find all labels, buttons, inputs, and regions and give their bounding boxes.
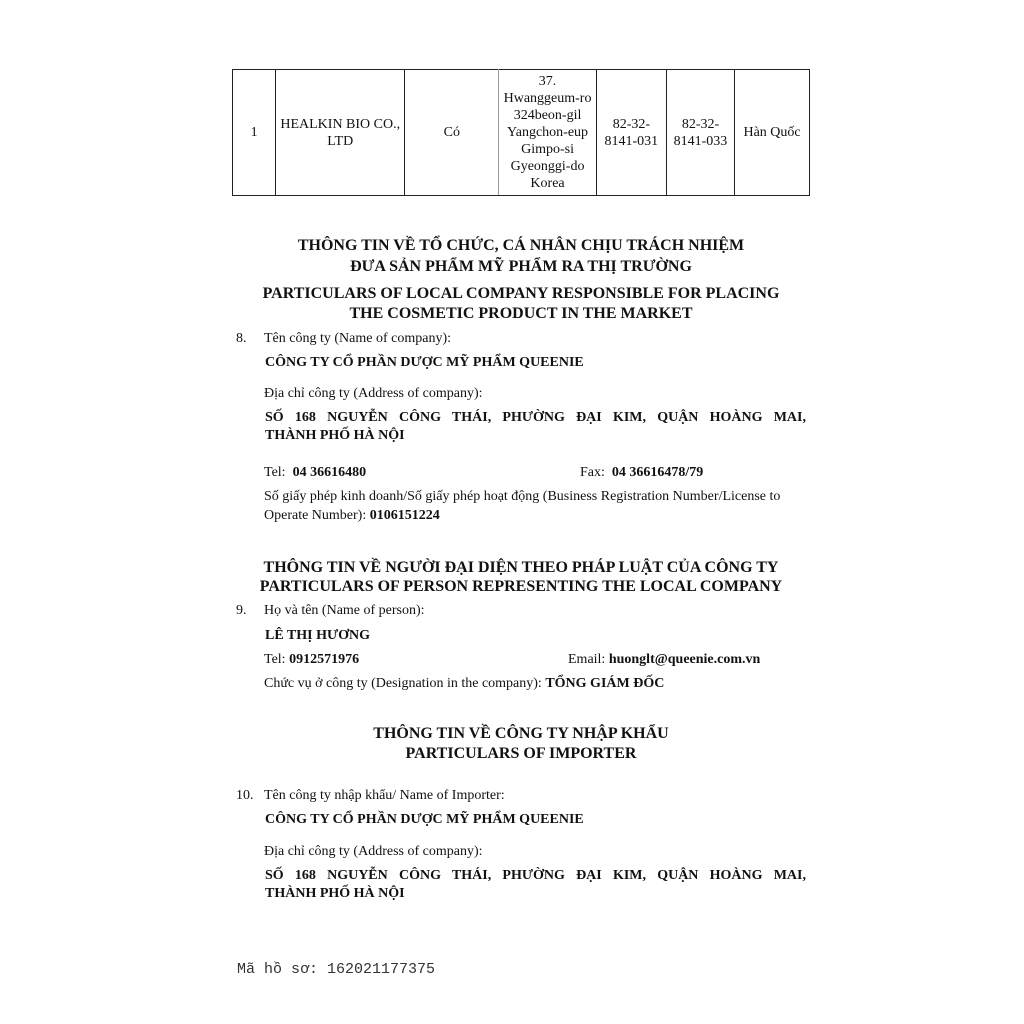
cell-address: 37. Hwanggeum-ro 324beon-gil Yangchon-eup Gimpo-si Gyeonggi-do Korea <box>499 70 597 196</box>
field-label: Địa chỉ công ty (Address of company): <box>264 386 483 401</box>
field-label: Tel: <box>264 652 286 667</box>
company-name: CÔNG TY CỔ PHẦN DƯỢC MỸ PHẨM QUEENIE <box>265 355 584 370</box>
item-number: 10. <box>236 788 254 803</box>
tel-value: 04 36616480 <box>292 465 367 480</box>
cell-index: 1 <box>233 70 276 196</box>
item-number: 9. <box>236 603 247 618</box>
field-label: Fax: <box>580 465 605 480</box>
field-label: Tên công ty nhập khẩu/ Name of Importer: <box>264 788 505 803</box>
section-heading: PARTICULARS OF IMPORTER <box>405 745 637 762</box>
email-value: huonglt@queenie.com.vn <box>608 652 761 667</box>
importer-name: CÔNG TY CỔ PHẦN DƯỢC MỸ PHẨM QUEENIE <box>265 812 584 827</box>
cell-country: Hàn Quốc <box>735 70 810 196</box>
license-value: 0106151224 <box>369 508 440 523</box>
section-heading: PARTICULARS OF PERSON REPRESENTING THE LOCAL COMPANY <box>259 578 783 595</box>
cell-flag: Có <box>405 70 499 196</box>
field-label: Họ và tên (Name of person): <box>264 603 425 618</box>
importer-address: THÀNH PHỐ HÀ NỘI <box>265 886 405 901</box>
record-label: Mã hồ sơ: <box>237 961 319 978</box>
fax-value: 04 36616478/79 <box>611 465 704 480</box>
company-address: SỐ 168 NGUYỄN CÔNG THÁI, PHƯỜNG ĐẠI KIM, QUẬN HOÀNG MAI, <box>265 410 806 425</box>
field-label: Địa chỉ công ty (Address of company): <box>264 844 483 859</box>
cell-fax: 82-32-8141-033 <box>666 70 734 196</box>
cell-company: HEALKIN BIO CO., LTD <box>276 70 405 196</box>
field-label: Email: <box>568 652 606 667</box>
section-heading: ĐƯA SẢN PHẨM MỸ PHẨM RA THỊ TRƯỜNG <box>350 258 692 275</box>
designation-value: TỔNG GIÁM ĐỐC <box>545 676 665 691</box>
manufacturer-table <box>232 69 810 196</box>
section-heading: THE COSMETIC PRODUCT IN THE MARKET <box>349 305 693 322</box>
tel-value: 0912571976 <box>289 652 360 667</box>
section-heading: PARTICULARS OF LOCAL COMPANY RESPONSIBLE FOR PLACING <box>262 285 780 302</box>
field-label: Tel: <box>264 465 286 480</box>
field-label: Operate Number): <box>264 508 367 523</box>
importer-address: SỐ 168 NGUYỄN CÔNG THÁI, PHƯỜNG ĐẠI KIM, QUẬN HOÀNG MAI, <box>265 868 806 883</box>
cell-tel: 82-32-8141-031 <box>596 70 666 196</box>
field-label: Số giấy phép kinh doanh/Số giấy phép hoạt động (Business Registration Number/License to <box>264 489 781 504</box>
section-heading: THÔNG TIN VỀ CÔNG TY NHẬP KHẨU <box>373 725 669 742</box>
record-number: 162021177375 <box>327 961 436 978</box>
field-label: Tên công ty (Name of company): <box>264 331 451 346</box>
field-label: Chức vụ ở công ty (Designation in the company): <box>264 676 542 691</box>
item-number: 8. <box>236 331 247 346</box>
section-heading: THÔNG TIN VỀ NGƯỜI ĐẠI DIỆN THEO PHÁP LUẬT CỦA CÔNG TY <box>263 559 779 576</box>
company-address: THÀNH PHỐ HÀ NỘI <box>265 428 405 443</box>
section-heading: THÔNG TIN VỀ TỔ CHỨC, CÁ NHÂN CHỊU TRÁCH NHIỆM <box>297 237 745 254</box>
person-name: LÊ THỊ HƯƠNG <box>265 628 371 643</box>
table-row <box>233 70 810 196</box>
